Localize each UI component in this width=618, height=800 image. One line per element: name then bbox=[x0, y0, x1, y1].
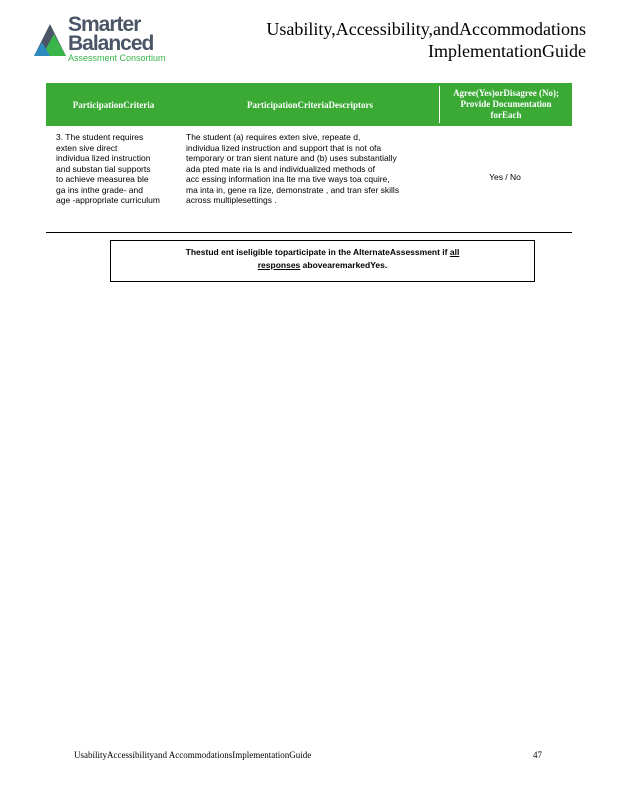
footer-guide-title: UsabilityAccessibilityand AccommodationsImplementationGuide bbox=[74, 750, 312, 760]
criteria-line: age -appropriate curriculum bbox=[56, 195, 160, 205]
descriptor-line: acc essing information ina lte rna tive ways toa cquire, bbox=[186, 174, 390, 184]
header-participation-criteria: ParticipationCriteria bbox=[72, 99, 155, 110]
descriptor-line: temporary or tran sient nature and (b) uses substantially bbox=[186, 153, 397, 163]
descriptor-line: ada pted mate ria ls and individualized methods of bbox=[186, 163, 376, 174]
criteria-line: exten sive direct bbox=[56, 142, 118, 153]
criteria-line: 3. The student requires bbox=[56, 132, 144, 142]
descriptor-line: The student (a) requires exten sive, repeate d, bbox=[186, 132, 361, 142]
eligibility-emphasis-responses: responses bbox=[257, 260, 301, 270]
criteria-line: individua lized instruction bbox=[56, 153, 151, 163]
logo-tagline: Assessment Consortium bbox=[68, 53, 166, 63]
eligibility-line-2 bbox=[111, 259, 534, 272]
eligibility-line-1 bbox=[111, 246, 534, 259]
descriptor-cell bbox=[176, 132, 438, 232]
logo-word-balanced: Balanced bbox=[68, 32, 154, 55]
descriptor-line: across multiplesettings . bbox=[186, 195, 277, 205]
eligibility-text: Thestud ent iseligible toparticipate in the AlternateAssessment if bbox=[185, 247, 448, 257]
descriptor-line: individua lized instruction and support that is not ofa bbox=[186, 142, 382, 153]
page-number: 47 bbox=[533, 750, 542, 760]
header-criteria-descriptors: ParticipationCriteriaDescriptors bbox=[247, 99, 373, 110]
yes-no-response[interactable]: Yes / No bbox=[489, 172, 521, 182]
eligibility-statement bbox=[110, 240, 535, 282]
criteria-cell bbox=[46, 132, 176, 232]
descriptor-line: ma inta in, gene ra lize, demonstrate , and tran sfer skills bbox=[186, 184, 400, 195]
table-row bbox=[46, 126, 572, 233]
eligibility-emphasis-all: all bbox=[449, 247, 460, 257]
criteria-line: ga ins inthe grade- and bbox=[56, 184, 143, 195]
table-header bbox=[46, 83, 572, 126]
document-title bbox=[266, 18, 586, 62]
participation-criteria-table bbox=[46, 83, 572, 233]
logo-mark-icon bbox=[32, 16, 68, 60]
criteria-line: to achieve measurea ble bbox=[56, 174, 149, 184]
title-line-1: Usability,Accessibility,andAccommodations bbox=[266, 19, 586, 39]
header-agree-disagree: Agree(Yes)orDisagree (No); Provide Documentation forEach bbox=[439, 86, 572, 123]
title-line-2: ImplementationGuide bbox=[428, 41, 586, 61]
smarter-balanced-logo bbox=[32, 14, 182, 64]
logo-word-smarter: Smarter bbox=[68, 13, 141, 36]
criteria-line: and substan tial supports bbox=[56, 163, 151, 174]
eligibility-text: abovearemarkedYes. bbox=[302, 260, 388, 270]
